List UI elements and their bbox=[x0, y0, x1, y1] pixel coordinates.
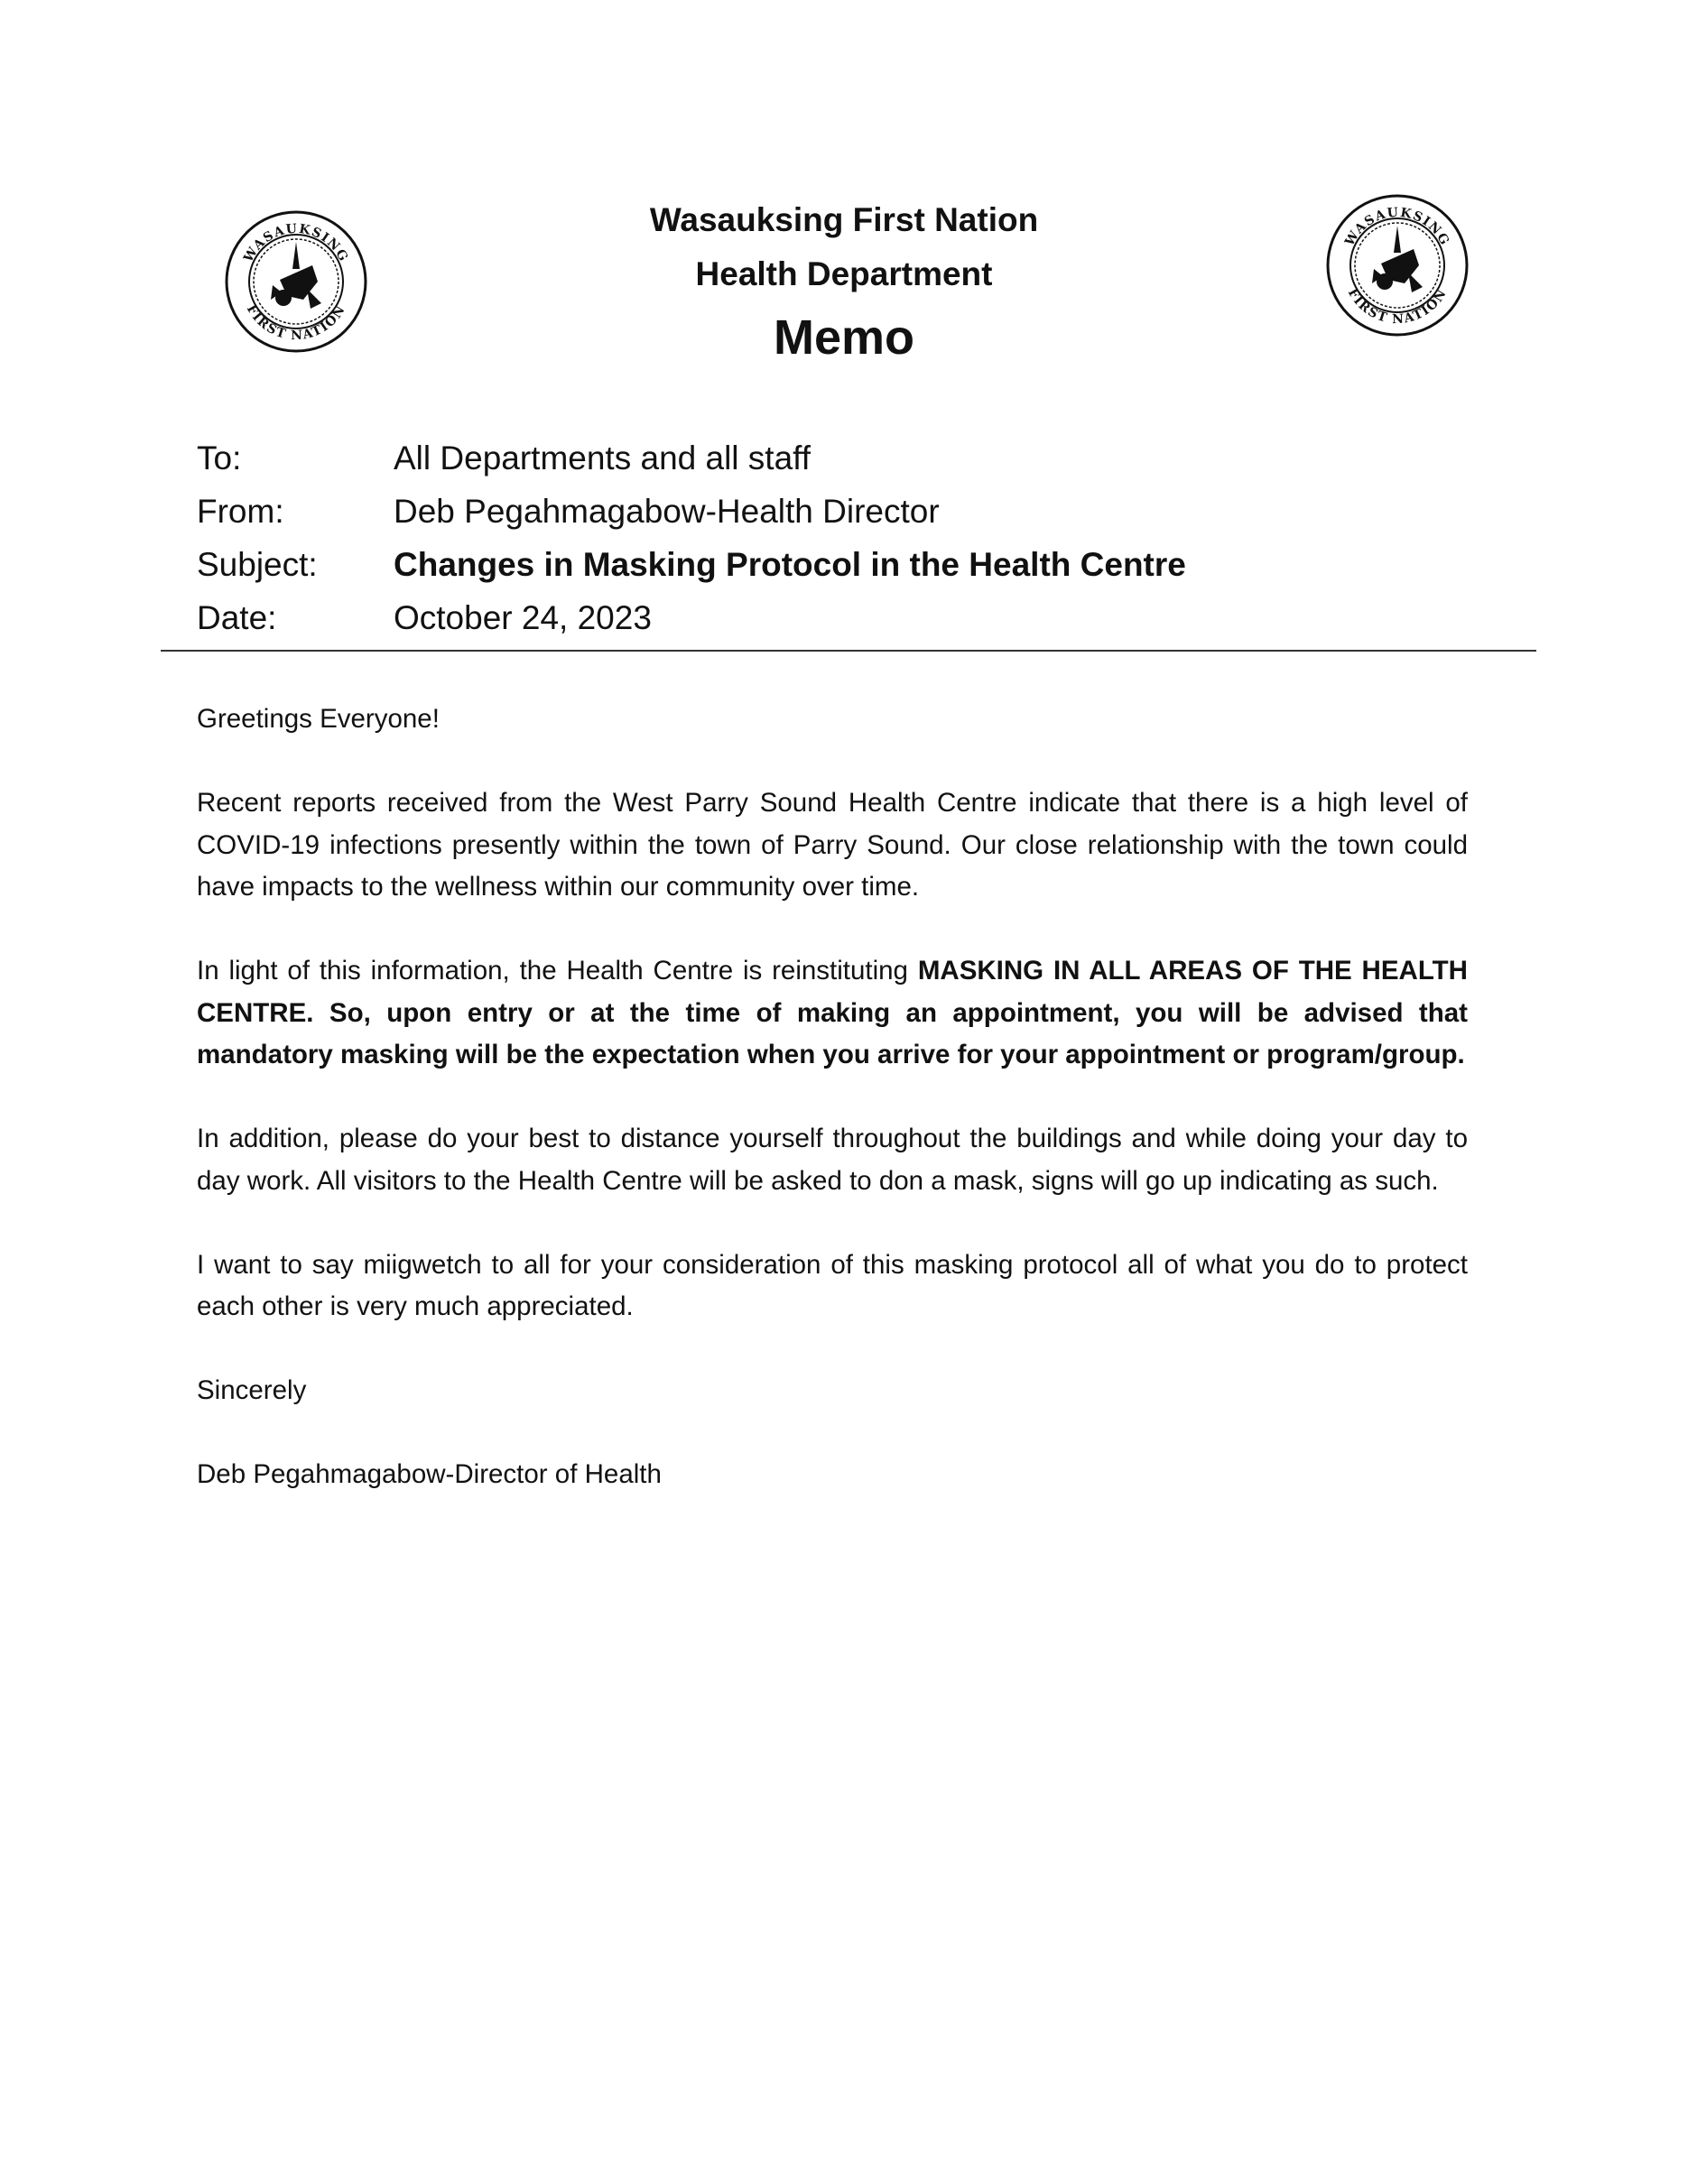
seal-text-top: WASAUKSING bbox=[1342, 205, 1452, 249]
from-label: From: bbox=[197, 493, 284, 530]
to-row bbox=[197, 431, 1533, 485]
subject-label: Subject: bbox=[197, 546, 318, 583]
date-row bbox=[197, 591, 1533, 644]
to-value: All Departments and all staff bbox=[394, 440, 812, 477]
signature: Deb Pegahmagabow-Director of Health bbox=[197, 1459, 662, 1489]
paragraph-2-emphasis: MASKING IN ALL AREAS OF THE HEALTH CENTRE. So, upon entry or at the time of making an appointment, you will be advised that mandatory masking will be the expectation when you arrive for your appointment or program/group. bbox=[197, 956, 1468, 1069]
date-label: Date: bbox=[197, 599, 277, 636]
paragraph-1: Recent reports received from the West Parry Sound Health Centre indicate that there is a high level of COVID-19 infections presently within the town of Parry Sound. Our close relationship with the town could have impacts to the wellness within our community over time. bbox=[197, 788, 1468, 902]
seal-text-top: WASAUKSING bbox=[241, 221, 351, 265]
greeting: Greetings Everyone! bbox=[197, 704, 440, 734]
paragraph-2-lead: In light of this information, the Health Centre is reinstituting bbox=[197, 956, 918, 986]
organization-name: Wasauksing First Nation bbox=[649, 201, 1039, 238]
date-value: October 24, 2023 bbox=[394, 599, 652, 636]
from-value: Deb Pegahmagabow-Health Director bbox=[394, 493, 940, 530]
header-divider bbox=[161, 650, 1536, 652]
paragraph-3: In addition, please do your best to distance yourself throughout the buildings and while doing your day to day work. All visitors to the Health Centre will be asked to don a mask, signs will go up indicating as such. bbox=[197, 1124, 1468, 1196]
memo-body bbox=[197, 699, 1468, 1538]
from-row bbox=[197, 485, 1533, 538]
department-name: Health Department bbox=[695, 255, 993, 292]
to-label: To: bbox=[197, 440, 242, 477]
subject-row bbox=[197, 538, 1533, 591]
paragraph-2 bbox=[197, 950, 1468, 1077]
memo-fields bbox=[197, 431, 1533, 644]
seal-text-bottom: FIRST NATION bbox=[243, 302, 349, 344]
subject-value: Changes in Masking Protocol in the Health Centre bbox=[394, 546, 1186, 583]
memo-title: Memo bbox=[773, 310, 914, 365]
paragraph-4: I want to say miigwetch to all for your consideration of this masking protocol all of what you do to protect each other is very much appreciated. bbox=[197, 1249, 1468, 1321]
seal-text-bottom: FIRST NATION bbox=[1344, 286, 1451, 328]
closing: Sincerely bbox=[197, 1375, 307, 1405]
